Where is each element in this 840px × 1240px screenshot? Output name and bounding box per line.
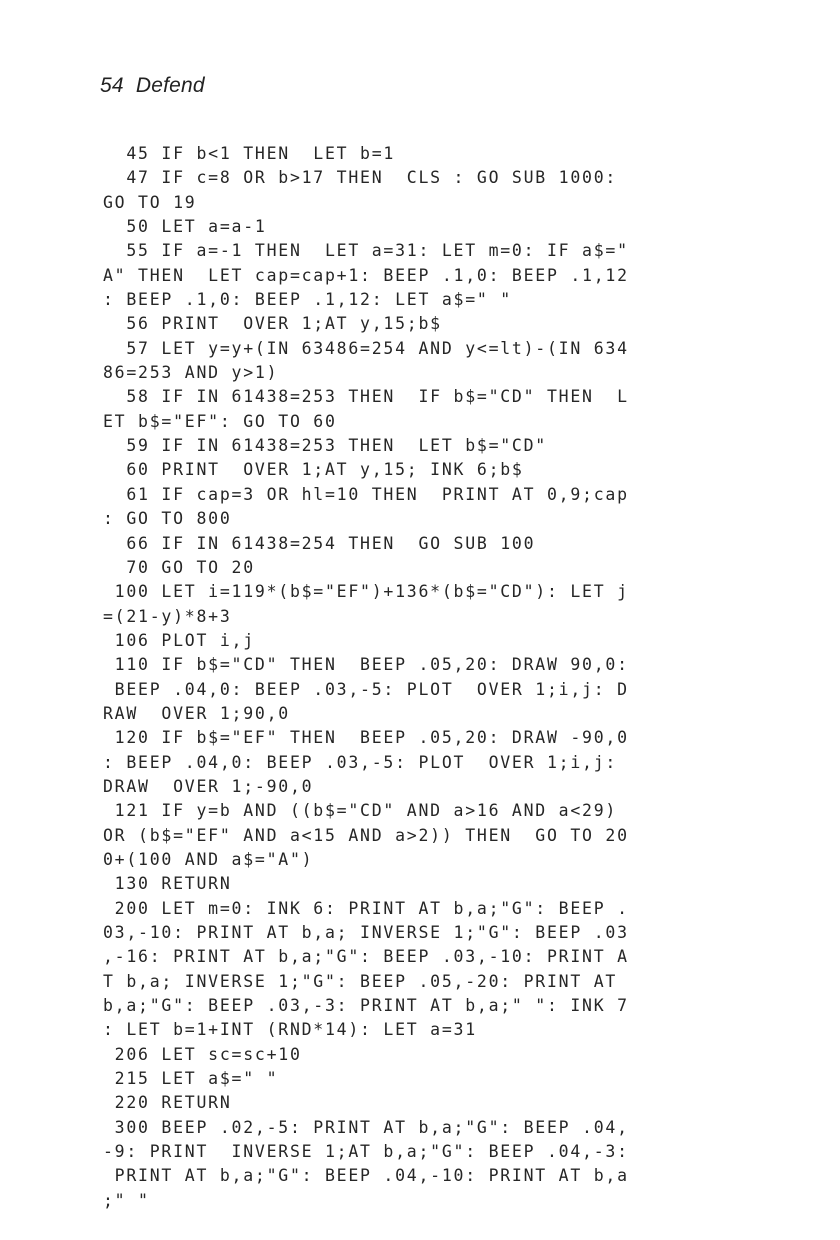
code-line: 110 IF b$="CD" THEN BEEP .05,20: DRAW 90,0: xyxy=(103,655,629,675)
code-line: 100 LET i=119*(b$="EF")+136*(b$="CD"): LET j xyxy=(103,582,629,602)
code-line: 55 IF a=-1 THEN LET a=31: LET m=0: IF a$=" xyxy=(103,241,629,261)
code-line: 215 LET a$=" " xyxy=(103,1069,279,1089)
code-line: 70 GO TO 20 xyxy=(103,557,255,577)
code-line: 200 LET m=0: INK 6: PRINT AT b,a;"G": BEEP . xyxy=(103,898,629,918)
code-line: : LET b=1+INT (RND*14): LET a=31 xyxy=(103,1020,477,1040)
code-line: 47 IF c=8 OR b>17 THEN CLS : GO SUB 1000: xyxy=(103,168,618,188)
code-line: OR (b$="EF" AND a<15 AND a>2)) THEN GO TO 20 xyxy=(103,825,629,845)
code-line: : BEEP .1,0: BEEP .1,12: LET a$=" " xyxy=(103,290,512,310)
code-line: 45 IF b<1 THEN LET b=1 xyxy=(103,144,396,163)
code-line: 61 IF cap=3 OR hl=10 THEN PRINT AT 0,9;cap xyxy=(103,484,629,504)
code-line: : GO TO 800 xyxy=(103,509,232,529)
code-line: 59 IF IN 61438=253 THEN LET b$="CD" xyxy=(103,436,547,456)
code-listing xyxy=(103,142,718,1213)
chapter-title: Defend xyxy=(135,74,205,97)
code-line: -9: PRINT INVERSE 1;AT b,a;"G": BEEP .04,-3: xyxy=(103,1142,629,1162)
code-line: b,a;"G": BEEP .03,-3: PRINT AT b,a;" ": INK 7 xyxy=(103,996,629,1016)
code-line: 220 RETURN xyxy=(103,1093,232,1113)
code-line: 106 PLOT i,j xyxy=(103,630,255,650)
code-line: 130 RETURN xyxy=(103,874,232,894)
code-line: 57 LET y=y+(IN 63486=254 AND y<=lt)-(IN 634 xyxy=(103,338,629,358)
code-line: 60 PRINT OVER 1;AT y,15; INK 6;b$ xyxy=(103,460,524,480)
code-line: T b,a; INVERSE 1;"G": BEEP .05,-20: PRINT AT xyxy=(103,971,618,991)
code-line: A" THEN LET cap=cap+1: BEEP .1,0: BEEP .1,12 xyxy=(103,265,629,285)
code-line: 58 IF IN 61438=253 THEN IF b$="CD" THEN L xyxy=(103,387,629,407)
code-line: 121 IF y=b AND ((b$="CD" AND a>16 AND a<29) xyxy=(103,801,618,821)
code-line: 0+(100 AND a$="A") xyxy=(103,849,314,869)
code-line: DRAW OVER 1;-90,0 xyxy=(103,776,314,796)
code-line: 206 LET sc=sc+10 xyxy=(103,1044,302,1064)
code-line: GO TO 19 xyxy=(103,192,197,212)
code-line: 50 LET a=a-1 xyxy=(103,217,267,237)
page-header xyxy=(100,74,205,98)
code-line: BEEP .04,0: BEEP .03,-5: PLOT OVER 1;i,j: D xyxy=(103,679,629,699)
code-line: 66 IF IN 61438=254 THEN GO SUB 100 xyxy=(103,533,536,553)
code-line: =(21-y)*8+3 xyxy=(103,606,232,626)
code-line: ;" " xyxy=(103,1190,150,1210)
page-number: 54 xyxy=(100,74,124,97)
code-line: 300 BEEP .02,-5: PRINT AT b,a;"G": BEEP .04, xyxy=(103,1117,629,1137)
code-line: 03,-10: PRINT AT b,a; INVERSE 1;"G": BEEP .03 xyxy=(103,923,629,942)
code-line: 120 IF b$="EF" THEN BEEP .05,20: DRAW -90,0 xyxy=(103,728,629,748)
code-line: ET b$="EF": GO TO 60 xyxy=(103,411,337,431)
code-line: PRINT AT b,a;"G": BEEP .04,-10: PRINT AT b,a xyxy=(103,1166,629,1186)
code-line: : BEEP .04,0: BEEP .03,-5: PLOT OVER 1;i,j: xyxy=(103,752,618,772)
code-line: 56 PRINT OVER 1;AT y,15;b$ xyxy=(103,314,442,334)
code-line: ,-16: PRINT AT b,a;"G": BEEP .03,-10: PRINT A xyxy=(103,947,629,967)
code-line: RAW OVER 1;90,0 xyxy=(103,703,290,723)
code-line: 86=253 AND y>1) xyxy=(103,363,279,383)
